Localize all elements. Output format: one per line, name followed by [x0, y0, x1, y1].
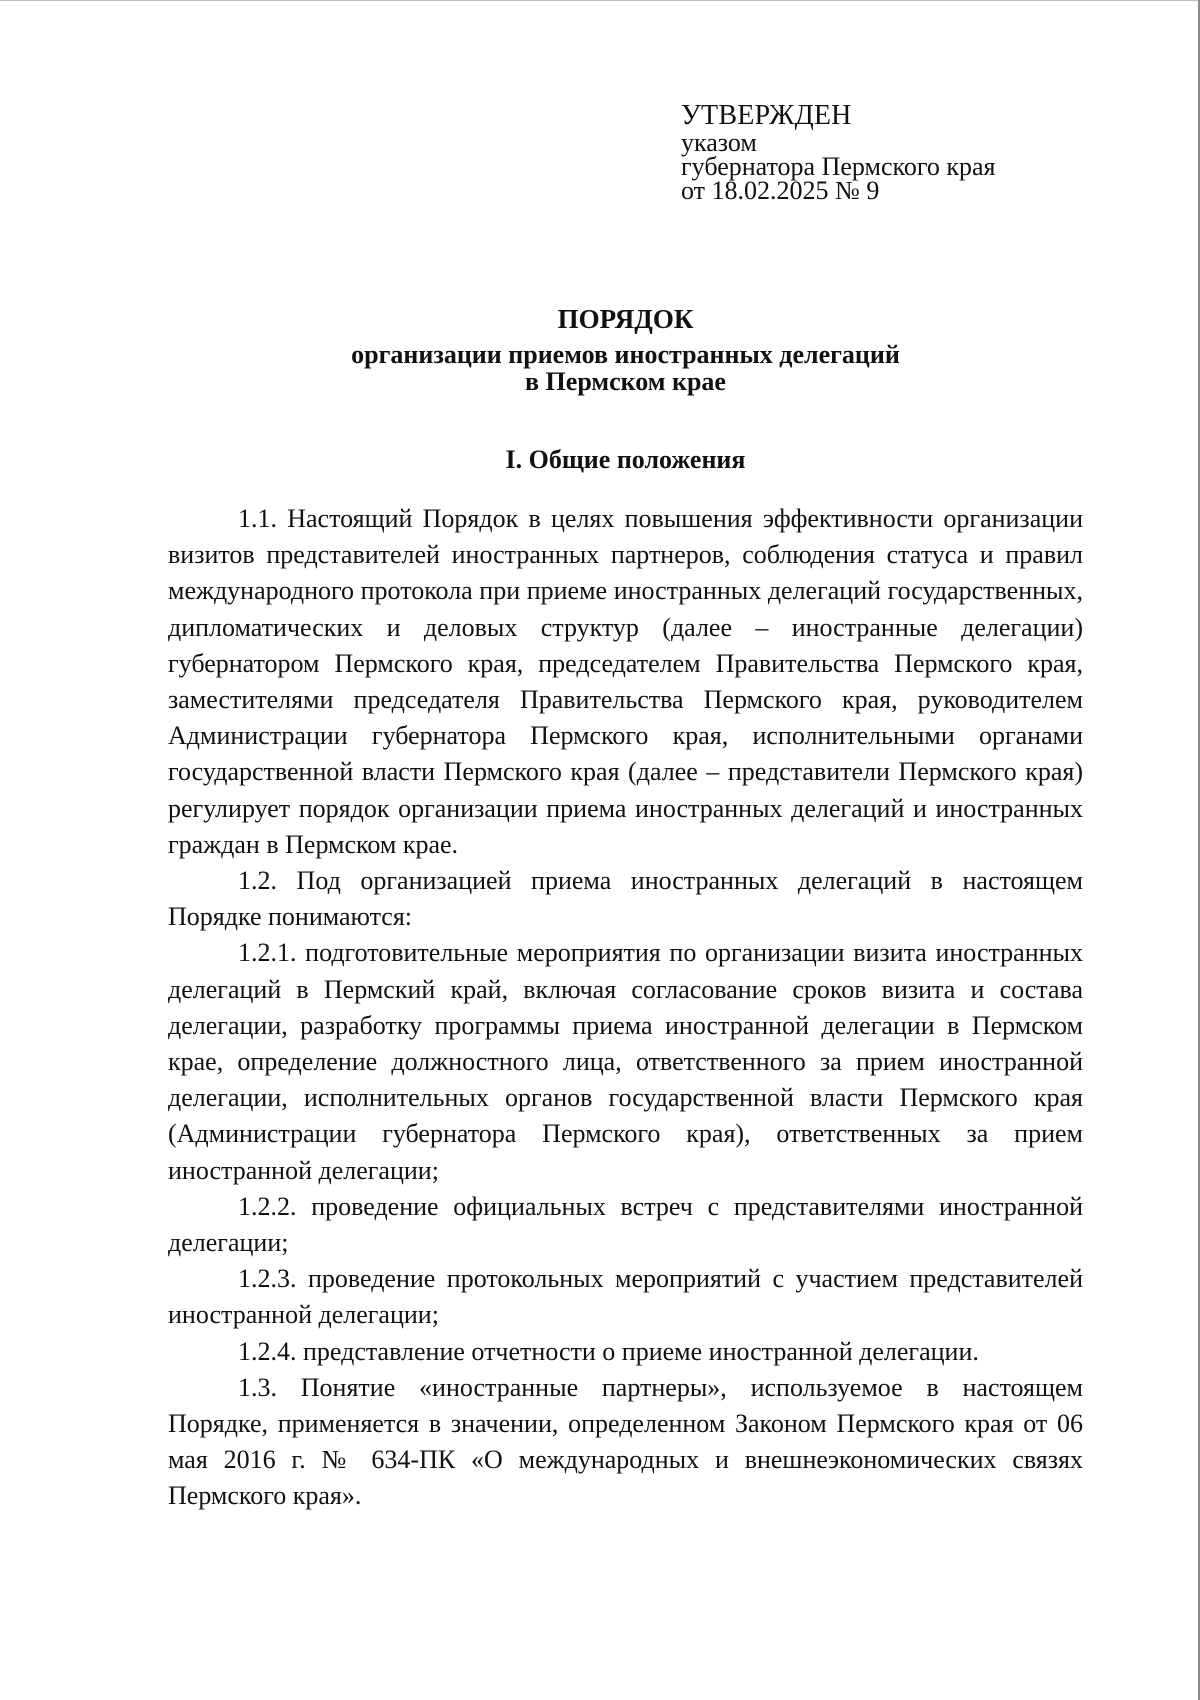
paragraph-1-2-3: 1.2.3. проведение протокольных мероприятий с участием представителей иностранной делегации; — [168, 1264, 1083, 1330]
paragraph-1-1: 1.1. Настоящий Порядок в целях повышения эффективности организации визитов представителей иностранных партнеров, соблюдения статуса и правил международного протокола при приеме иностранных делегаций государственных, дипломатических и деловых структур (далее – иностранные делегации) губернатором Пермского края, председателем Правительства Пермского края, заместителями председателя Правительства Пермского края, руководителем Администрации губернатора Пермского края, исполнительными органами государственной власти Пермского края (далее – представители Пермского края) регулирует порядок организации приема иностранных делегаций и иностранных граждан в Пермском крае. — [168, 504, 1083, 859]
document-subtitle-line-1: организации приемов иностранных делегаций — [351, 340, 900, 369]
paragraph-1-3: 1.3. Понятие «иностранные партнеры», используемое в настоящем Порядке, применяется в значении, определенном Законом Пермского края от 06 мая 2016 г. № 634-ПК «О международных и внешнеэкономических связях Пермского края». — [168, 1372, 1083, 1511]
approval-date-number-line: от 18.02.2025 № 9 — [681, 176, 880, 205]
approval-decree-line: указом — [681, 128, 757, 157]
paragraph-1-2: 1.2. Под организацией приема иностранных делегаций в настоящем Порядке понимаются: — [168, 866, 1083, 932]
document-body — [168, 501, 1083, 1515]
paragraph-1-2-2: 1.2.2. проведение официальных встреч с представителями иностранной делегации; — [168, 1191, 1083, 1258]
paragraph-1-2-1: 1.2.1. подготовительные мероприятия по организации визита иностранных делегаций в Пермский край, включая согласование сроков визита и состава делегации, разработку программы приема иностранной делегации в Пермском крае, определение должностного лица, ответственного за прием иностранной делегации, исполнительных органов государственной власти Пермского края (Администрации губернатора Пермского края), ответственных за прием иностранной делегации; — [168, 938, 1083, 1185]
approval-stamp-block — [681, 101, 995, 203]
document-subtitle-line-2: в Пермском крае — [525, 367, 726, 396]
approval-governor-line: губернатора Пермского края — [681, 152, 996, 181]
approval-approved-label: УТВЕРЖДЕН — [681, 100, 852, 131]
document-title: ПОРЯДОК — [557, 304, 694, 334]
document-subtitle — [168, 341, 1083, 395]
scan-edge-top — [0, 0, 1200, 1]
section-heading: I. Общие положения — [505, 445, 746, 474]
paragraph-1-2-4: 1.2.4. представление отчетности о приеме иностранной делегации. — [238, 1336, 979, 1366]
